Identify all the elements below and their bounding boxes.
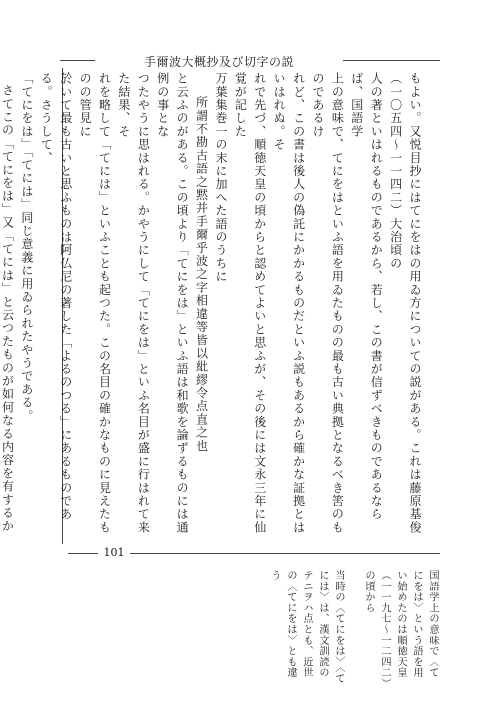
margin-note: 当時の〈てにをは〉〈て には〉は、漢文訓読の テニヲハ点とも、近世 の〈てにをは〉とも違う [269, 570, 344, 684]
header-rule-left [60, 60, 95, 61]
margin-note: 国語学上の意味で〈て にをは〉という語を用 い始めたのは順徳天皇 （一一九七〜一二四二）の頃から [363, 570, 438, 684]
body-text [0, 72, 424, 540]
text-line: れを略して「てには」といふことも起つた。この名目の確かなものに見えたものの管見に [78, 72, 112, 534]
text-line: と云ふのがある。この頃より「てにをは」といふ語は和歌を論ずるものには通例の事とな [155, 72, 190, 534]
footer-rule-left [68, 553, 98, 554]
text-line: れで先づ、順徳天皇の頃からと認めてよいと思ふが、その後には文永三年に仙覚が記した [233, 72, 267, 534]
text-line: 万葉集巻一の末に加へた語のうちに [213, 72, 228, 284]
text-line: れど、この書は後人の偽託にかかるものだといふ説もあるから確かな証拠とはいはれぬ。そ [272, 72, 306, 534]
text-line: 「てにをは」「てには」同じ意義に用ゐられたやうである。 [19, 72, 34, 423]
page-number: 101 [103, 546, 125, 559]
header-rule-right [343, 60, 440, 61]
footer-rule-right [130, 553, 440, 554]
text-line: つたやうに思はれる。かやうにして「てにをは」といふ名目が盛に行はれて来た結果、そ [116, 72, 151, 534]
quotation-line: 所謂不勘古語之黙并手爾乎波之字相違等皆以紕繆令点直之也 [194, 96, 209, 453]
text-line: もよい。又悦目抄にはてにをはの用ゐ方についての説がある。これは藤原基俊（一〇五四〜一一四二）大治頃の [388, 72, 422, 534]
text-line: 人の著といはれるものであるから、若し、この書が信ずべきものであるならば、国語学 [349, 72, 384, 521]
text-line: 上の意味で、てにをはといふ語を用ゐたものの最も古い典拠となるべき筈のものであるけ [310, 72, 345, 534]
running-title: 手爾波大概抄及び切字の説 [143, 55, 294, 69]
text-line: さてこの「てにをは」又「てには」と云つたものが如何なる内容を有するか [0, 84, 15, 533]
text-line: 於いて最も古いと思ふものは阿仏尼の著した「よるのつる」にあるものである。さうして、 [39, 72, 73, 521]
